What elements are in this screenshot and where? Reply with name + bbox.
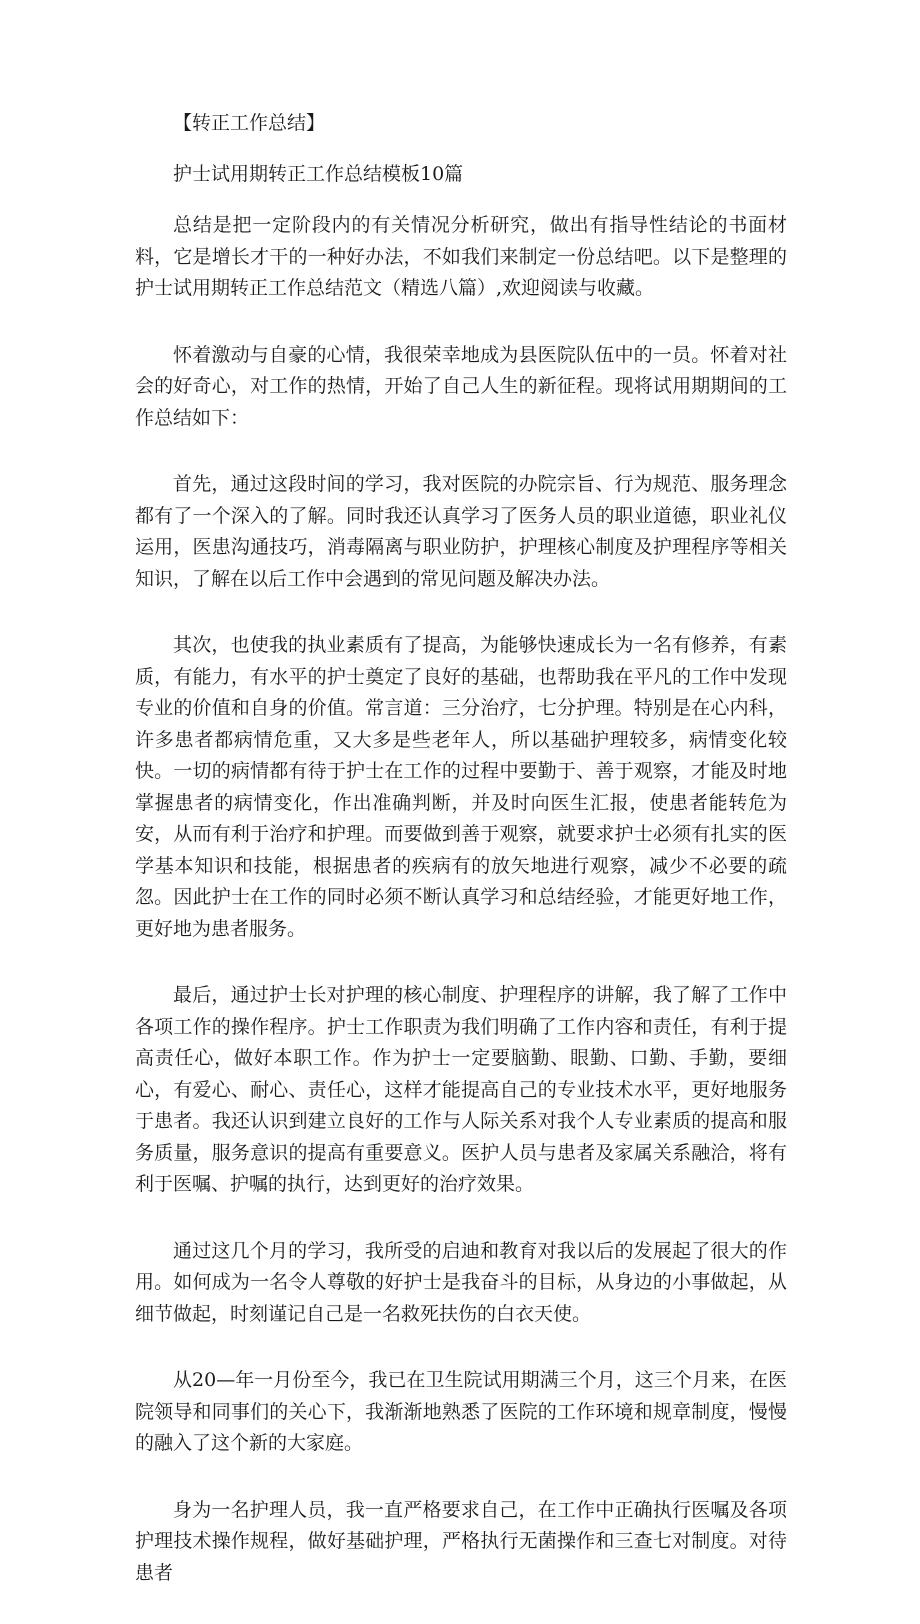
- paragraph-first: 首先，通过这段时间的学习，我对医院的办院宗旨、行为规范、服务理念都有了一个深入的了解。同时我还认真学习了医务人员的职业道德，职业礼仪运用，医患沟通技巧，消毒隔离与职业防护，护理核心制度及护理程序等相关知识，了解在以后工作中会遇到的常见问题及解决办法。: [135, 473, 787, 590]
- paragraph-sample2-duties: 身为一名护理人员，我一直严格要求自己，在工作中正确执行医嘱及各项护理技术操作规程，做好基础护理，严格执行无菌操作和三查七对制度。对待患者: [135, 1498, 787, 1584]
- section-heading: 【转正工作总结】: [173, 112, 326, 134]
- paragraph-conclusion: 通过这几个月的学习，我所受的启迪和教育对我以后的发展起了很大的作用。如何成为一名令人尊敬的好护士是我奋斗的目标，从身边的小事做起，从细节做起，时刻谨记自己是一名救死扶伤的白衣天使。: [135, 1239, 787, 1325]
- paragraph-last: 最后，通过护士长对护理的核心制度、护理程序的讲解，我了解了工作中各项工作的操作程序。护士工作职责为我们明确了工作内容和责任，有利于提高责任心，做好本职工作。作为护士一定要脑勤、眼勤、口勤、手勤，要细心，有爱心、耐心、责任心，这样才能提高自己的专业技术水平，更好地服务于患者。我还认识到建立良好的工作与人际关系对我个人专业素质的提高和服务质量，服务意识的提高有重要意义。医护人员与患者及家属关系融洽，将有利于医嘱、护嘱的执行，达到更好的治疗效果。: [135, 984, 787, 1195]
- paragraph-sample2-opening: 从20—年一月份至今，我已在卫生院试用期满三个月，这三个月来，在医院领导和同事们的关心下，我渐渐地熟悉了医院的工作环境和规章制度，慢慢的融入了这个新的大家庭。: [135, 1369, 787, 1454]
- paragraph-second: 其次，也使我的执业素质有了提高，为能够快速成长为一名有修养，有素质，有能力，有水平的护士奠定了良好的基础，也帮助我在平凡的工作中发现专业的价值和自身的价值。常言道：三分治疗，七分护理。特别是在心内科，许多患者都病情危重，又大多是些老年人，所以基础护理较多，病情变化较快。一切的病情都有待于护士在工作的过程中要勤于、善于观察，才能及时地掌握患者的病情变化，作出准确判断，并及时向医生汇报，使患者能转危为安，从而有利于治疗和护理。而要做到善于观察，就要求护士必须有扎实的医学基本知识和技能，根据患者的疾病有的放矢地进行观察，减少不必要的疏忽。因此护士在工作的同时必须不断认真学习和总结经验，才能更好地工作，更好地为患者服务。: [135, 634, 787, 940]
- document-body: [135, 108, 787, 1624]
- paragraph-intro: 总结是把一定阶段内的有关情况分析研究，做出有指导性结论的书面材料，它是增长才干的一种好办法，不如我们来制定一份总结吧。以下是整理的护士试用期转正工作总结范文（精选八篇）,欢迎阅读与收藏。: [135, 214, 787, 299]
- paragraph-opening: 怀着激动与自豪的心情，我很荣幸地成为县医院队伍中的一员。怀着对社会的好奇心，对工作的热情，开始了自己人生的新征程。现将试用期期间的工作总结如下：: [135, 343, 787, 429]
- document-title: 护士试用期转正工作总结模板10篇: [173, 162, 464, 185]
